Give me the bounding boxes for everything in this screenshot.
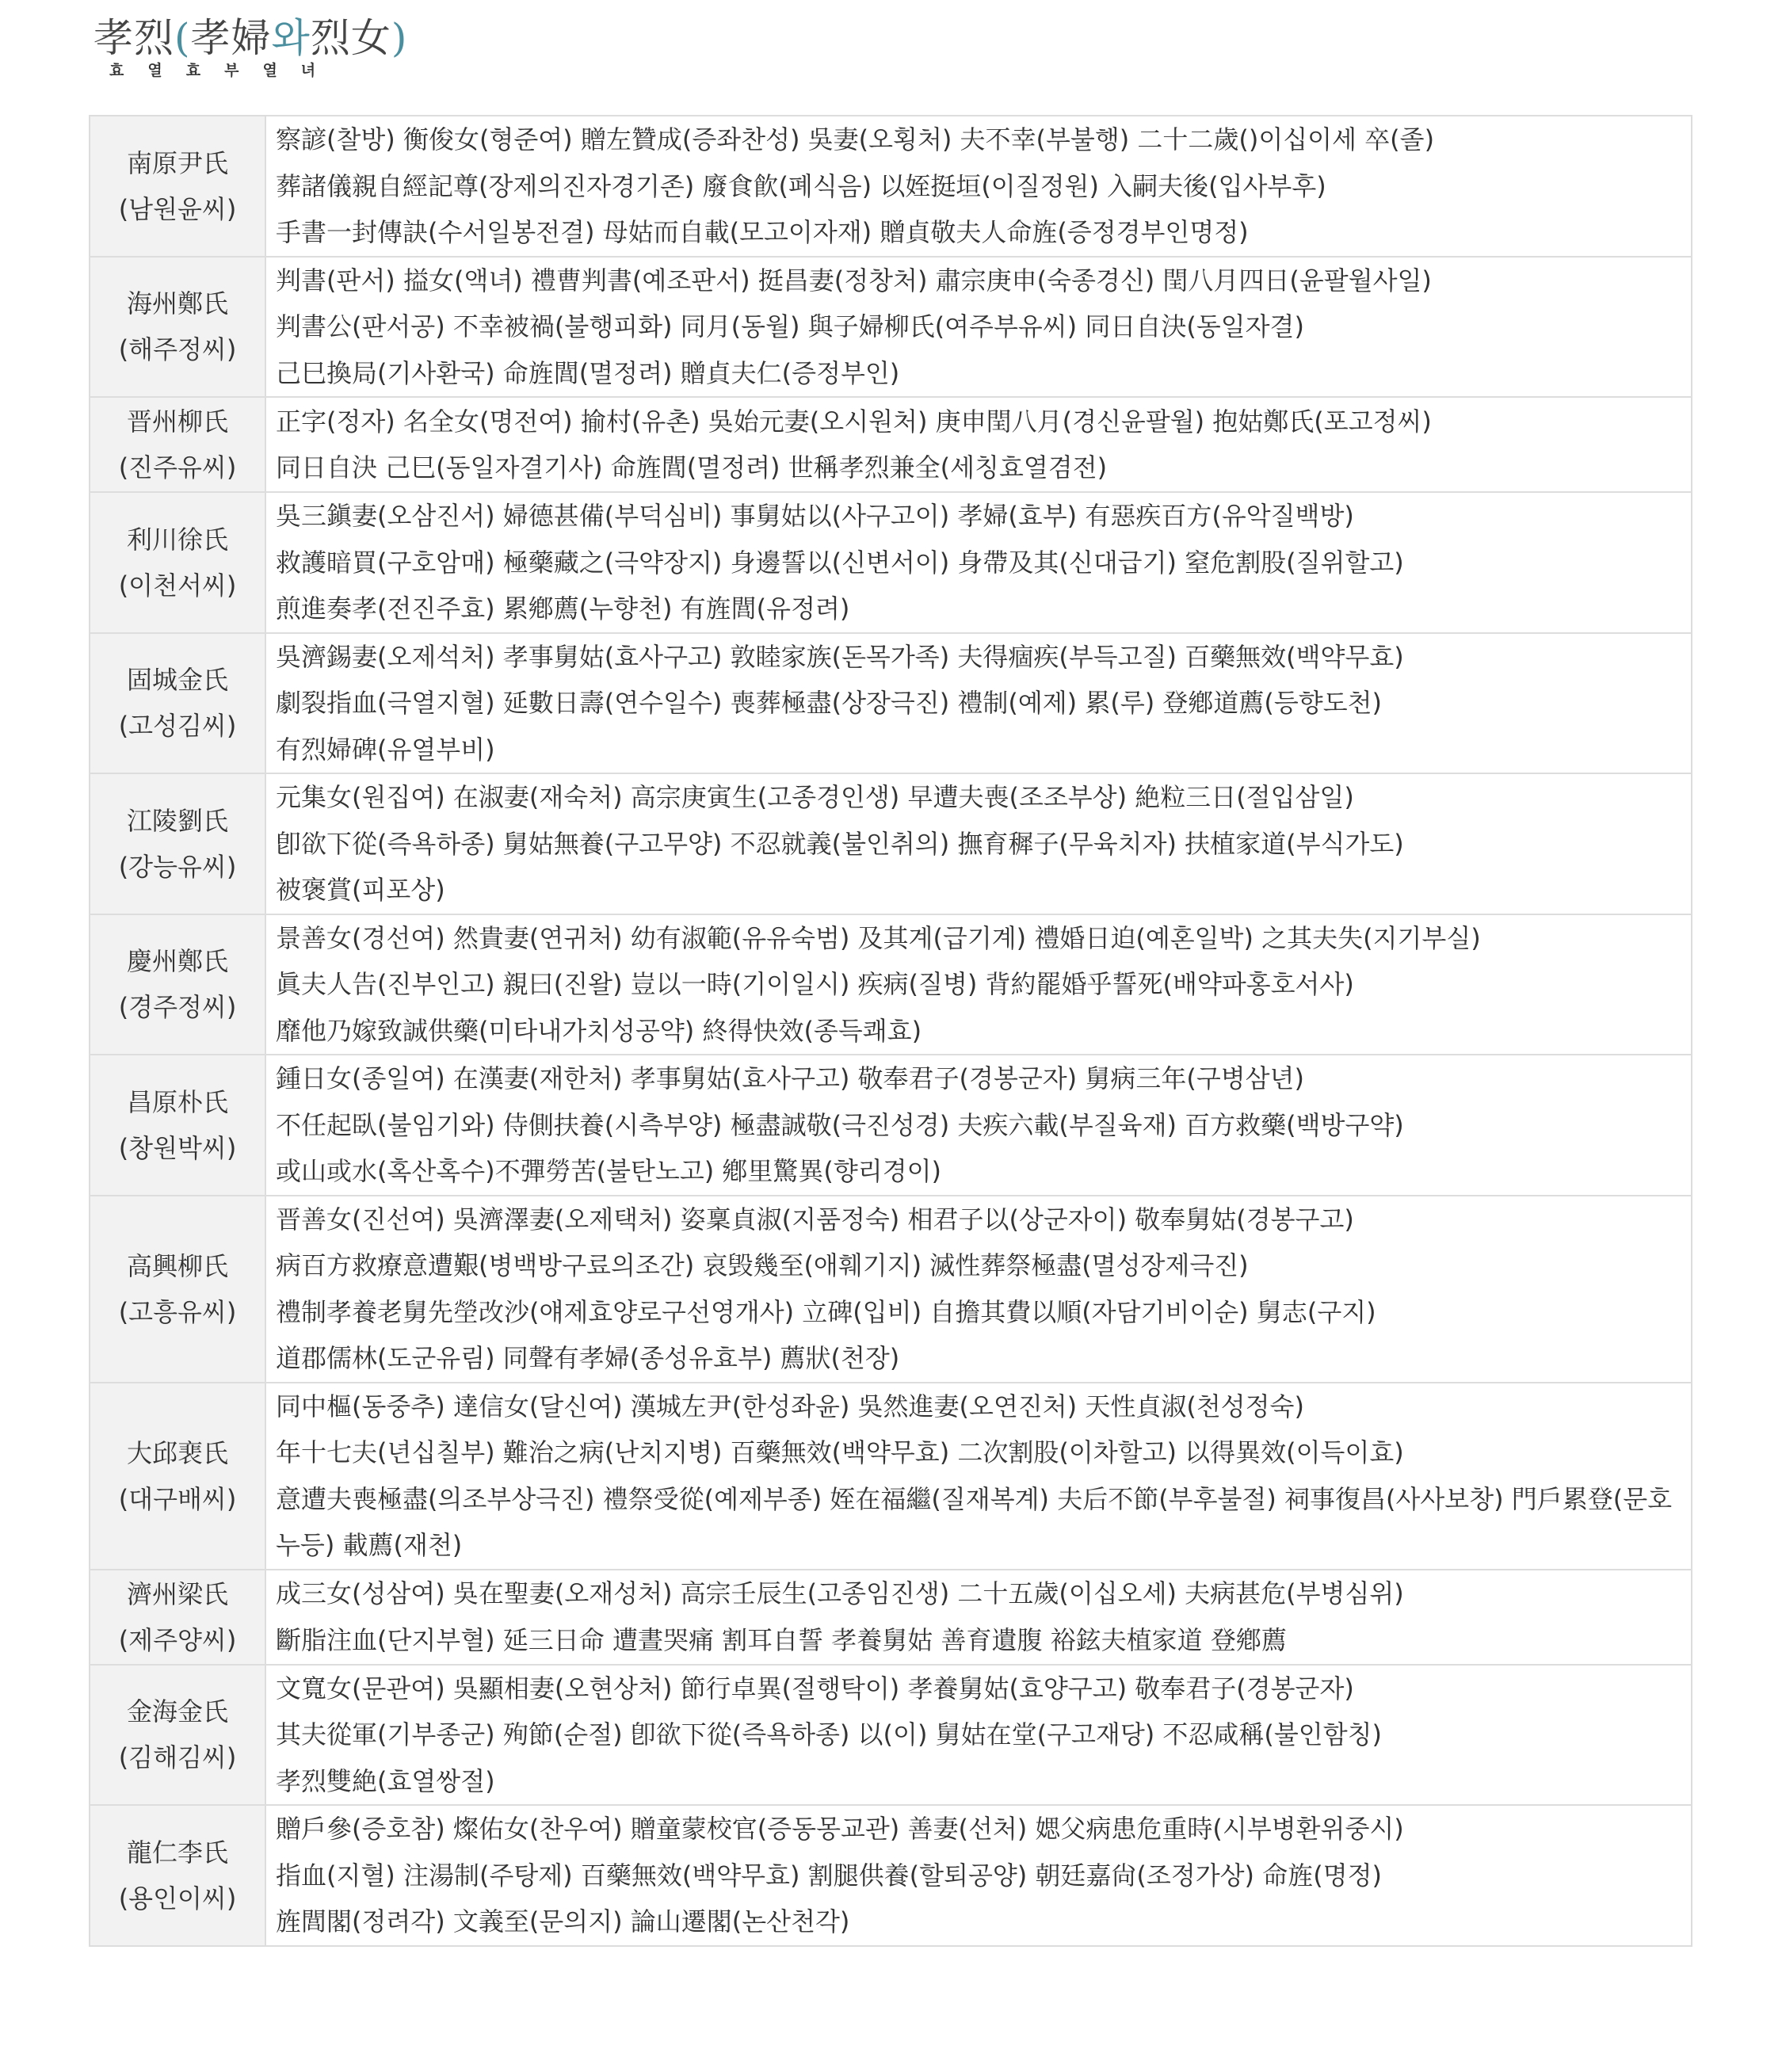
clan-name-hanja: 金海金氏 <box>126 1696 228 1727</box>
table-row <box>90 1055 1692 1196</box>
clan-name-hanja: 龍仁李氏 <box>126 1837 228 1868</box>
clan-name-cell <box>90 1055 265 1196</box>
clan-name-hangul: (용인이씨) <box>118 1883 237 1914</box>
table-row <box>90 773 1692 914</box>
clan-name-hanja: 江陵劉氏 <box>126 805 228 836</box>
clan-name-hangul: (해주정씨) <box>118 334 237 365</box>
title-reading: 녀 <box>300 62 316 79</box>
record-line: 靡他乃嫁致誠供藥(미타내가치성공약) 終得快效(종득쾌효) <box>276 1015 922 1046</box>
clan-name-cell <box>90 397 265 492</box>
record-line: 意遭夫喪極盡(의조부상극진) 禮祭受從(예제부종) 姪在福繼(질재복계) 夫后不節(부후불절) 祠事復昌(사사보창) 門戶累登(문호누등) 載薦(재천) <box>276 1483 1673 1560</box>
title-paren-open: ( <box>174 15 191 61</box>
title-reading: 부 <box>224 62 239 79</box>
table-row <box>90 1665 1692 1806</box>
record-line: 斷脂注血(단지부혈) 延三日命 遭晝哭痛 割耳自誓 孝養舅姑 善育遺腹 裕鉉夫植家道 登鄕薦 <box>276 1624 1287 1655</box>
clan-name-hangul: (대구배씨) <box>118 1483 237 1514</box>
record-line: 贈戶參(증호참) 燦佑女(찬우여) 贈童蒙校官(증동몽교관) 善妻(선처) 媤父病患危重時(시부병환위중시) <box>276 1814 1404 1844</box>
record-line: 手書一封傳訣(수서일봉전결) 母姑而自載(모고이자재) 贈貞敬夫人命旌(증정경부인명정) <box>276 217 1249 247</box>
record-line: 己巳換局(기사환국) 命旌閭(멸정려) 贈貞夫仁(증정부인) <box>276 357 900 388</box>
record-line: 旌閭閣(정려각) 文義至(문의지) 論山遷閣(논산천각) <box>276 1906 850 1937</box>
records-table-body <box>90 116 1692 1946</box>
record-line: 察諺(찰방) 衡俊女(형준여) 贈左贊成(증좌찬성) 吳妻(오횡처) 夫不幸(부불행) 二十二歲()이십이세 卒(졸) <box>276 124 1435 155</box>
record-line: 判書公(판서공) 不幸被禍(불행피화) 同月(동월) 與子婦柳氏(여주부유씨) 同日自決(동일자결) <box>276 311 1304 342</box>
record-content-cell <box>265 1055 1692 1196</box>
clan-name-hangul: (경주정씨) <box>118 992 237 1023</box>
record-line: 景善女(경선여) 然貴妻(연귀처) 幼有淑範(유유숙범) 及其계(급기계) 禮婚日迫(예혼일박) 之其夫失(지기부실) <box>276 922 1481 953</box>
clan-name-hanja: 高興柳氏 <box>126 1250 228 1281</box>
clan-name-hanja: 慶州鄭氏 <box>126 946 228 977</box>
clan-name-cell <box>90 633 265 774</box>
record-line: 元集女(원집여) 在淑妻(재숙처) 高宗庚寅生(고종경인생) 早遭夫喪(조조부상) 絶粒三日(절입삼일) <box>276 782 1354 812</box>
table-row <box>90 914 1692 1055</box>
record-line: 成三女(성삼여) 吳在聖妻(오재성처) 高宗壬辰生(고종임진생) 二十五歲(이십오세) 夫病甚危(부병심위) <box>276 1578 1404 1608</box>
clan-name-hangul: (김해김씨) <box>118 1742 237 1773</box>
clan-name-cell <box>90 116 265 257</box>
record-line: 判書(판서) 搤女(액녀) 禮曹判書(예조판서) 挺昌妻(정창처) 肅宗庚申(숙종경신) 閏八月四日(윤팔월사일) <box>276 265 1432 296</box>
clan-name-hanja: 晋州柳氏 <box>126 406 228 437</box>
record-line: 不任起臥(불임기와) 侍側扶養(시측부양) 極盡誠敬(극진성경) 夫疾六載(부질육재) 百方救藥(백방구약) <box>276 1109 1404 1140</box>
record-line: 救護暗買(구호암매) 極藥藏之(극약장지) 身邊誓以(신변서이) 身帶及其(신대급기) 窒危割股(질위할고) <box>276 547 1404 578</box>
title-reading: 효 <box>185 62 201 79</box>
record-line: 同中樞(동중추) 達信女(달신여) 漢城左尹(한성좌윤) 吳然進妻(오연진처) 天性貞淑(천성정숙) <box>276 1391 1304 1421</box>
clan-name-hangul: (고흥유씨) <box>118 1296 237 1327</box>
clan-name-hanja: 海州鄭氏 <box>126 288 228 319</box>
title-main-prefix: 孝烈 <box>93 15 174 61</box>
record-content-cell <box>265 1383 1692 1570</box>
record-content-cell <box>265 1665 1692 1806</box>
record-content-cell <box>265 773 1692 914</box>
clan-name-cell <box>90 914 265 1055</box>
clan-name-cell <box>90 1383 265 1570</box>
clan-name-hangul: (고성김씨) <box>118 711 237 742</box>
title-reading: 열 <box>262 62 277 79</box>
record-content-cell <box>265 257 1692 398</box>
table-row <box>90 492 1692 633</box>
clan-name-hanja: 南原尹氏 <box>126 147 228 178</box>
clan-name-hangul: (창원박씨) <box>118 1132 237 1163</box>
table-row <box>90 116 1692 257</box>
record-content-cell <box>265 397 1692 492</box>
clan-name-cell <box>90 1196 265 1383</box>
record-content-cell <box>265 1570 1692 1665</box>
clan-name-hangul: (남원윤씨) <box>118 193 237 224</box>
record-line: 劇裂指血(극열지혈) 延數日壽(연수일수) 喪葬極盡(상장극진) 禮制(예제) 累(루) 登鄕道薦(등향도천) <box>276 688 1383 718</box>
record-content-cell <box>265 116 1692 257</box>
record-line: 葬諸儀親自經記尊(장제의진자경기존) 廢食飮(폐식음) 以姪挺垣(이질정원) 入嗣夫後(입사부후) <box>276 170 1326 201</box>
clan-name-hanja: 昌原朴氏 <box>126 1086 228 1117</box>
title-reading: 효 <box>109 62 124 79</box>
clan-name-hanja: 利川徐氏 <box>126 524 228 555</box>
record-line: 眞夫人告(진부인고) 親曰(진왈) 豈以一時(기이일시) 疾病(질병) 背約罷婚乎誓死(배약파홍호서사) <box>276 969 1354 999</box>
clan-name-cell <box>90 257 265 398</box>
record-line: 吳濟錫妻(오제석처) 孝事舅姑(효사구고) 敦睦家族(돈목가족) 夫得痼疾(부득고질) 百藥無效(백약무효) <box>276 641 1404 672</box>
record-line: 年十七夫(년십칠부) 難治之病(난치지병) 百藥無效(백약무효) 二次割股(이차할고) 以得異效(이득이효) <box>276 1437 1404 1467</box>
record-line: 禮制孝養老舅先塋改沙(얘제효양로구선영개사) 立碑(입비) 自擔其費以順(자담기비이순) 舅志(구지) <box>276 1296 1376 1327</box>
clan-name-hanja: 濟州梁氏 <box>126 1578 228 1609</box>
record-content-cell <box>265 1805 1692 1946</box>
page-heading <box>93 14 407 86</box>
record-line: 其夫從軍(기부종군) 殉節(순절) 卽欲下從(즉욕하종) 以(이) 舅姑在堂(구고재당) 不忍咸稱(불인함칭) <box>276 1719 1383 1750</box>
clan-name-cell <box>90 773 265 914</box>
clan-name-hangul: (강능유씨) <box>118 851 237 882</box>
clan-name-cell <box>90 1805 265 1946</box>
record-line: 被褒賞(피포상) <box>276 875 445 905</box>
record-line: 道郡儒林(도군유림) 同聲有孝婦(종성유효부) 薦狀(천장) <box>276 1343 900 1373</box>
clan-name-cell <box>90 1665 265 1806</box>
title-accent: 와 <box>271 15 311 61</box>
record-content-cell <box>265 492 1692 633</box>
record-line: 煎進奏孝(전진주효) 累鄕薦(누향천) 有旌閭(유정려) <box>276 593 850 624</box>
clan-name-hangul: (이천서씨) <box>118 570 237 601</box>
title-main-inner: 孝婦 <box>190 15 272 61</box>
table-row <box>90 257 1692 398</box>
record-line: 同日自決 己巳(동일자결기사) 命旌閭(멸정려) 世稱孝烈兼全(세칭효열겸전) <box>276 452 1108 483</box>
record-line: 指血(지혈) 注湯制(주탕제) 百藥無效(백약무효) 割腿供養(할퇴공양) 朝廷嘉尙(조정가상) 命旌(명정) <box>276 1860 1383 1891</box>
clan-name-cell <box>90 1570 265 1665</box>
record-line: 晋善女(진선여) 吳濟澤妻(오제택처) 姿稟貞淑(지품정숙) 相君子以(상군자이) 敬奉舅姑(경봉구고) <box>276 1204 1354 1234</box>
table-row <box>90 1570 1692 1665</box>
clan-name-hangul: (제주양씨) <box>118 1624 237 1655</box>
table-row <box>90 1805 1692 1946</box>
record-line: 鍾日女(종일여) 在漢妻(재한처) 孝事舅姑(효사구고) 敬奉君子(경봉군자) 舅病三年(구병삼년) <box>276 1063 1304 1093</box>
table-row <box>90 1196 1692 1383</box>
record-line: 吳三鎭妻(오삼진서) 婦德甚備(부덕심비) 事舅姑以(사구고이) 孝婦(효부) 有惡疾百方(유악질백방) <box>276 501 1354 531</box>
record-line: 卽欲下從(즉욕하종) 舅姑無養(구고무양) 不忍就義(불인취의) 撫育穉子(무육치자) 扶植家道(부식가도) <box>276 828 1404 859</box>
title-readings <box>93 62 407 79</box>
record-line: 文寬女(문관여) 吳顯相妻(오현상처) 節行卓異(절행탁이) 孝養舅姑(효양구고) 敬奉君子(경봉군자) <box>276 1673 1354 1704</box>
record-line: 正字(정자) 名全女(명전여) 揄村(유촌) 吳始元妻(오시원처) 庚申閏八月(경신윤팔월) 抱姑鄭氏(포고정씨) <box>276 406 1432 437</box>
clan-name-hanja: 大邱裵氏 <box>126 1437 228 1468</box>
title-main-inner2: 烈女 <box>310 15 391 61</box>
record-line: 病百方救療意遭艱(병백방구료의조간) 哀毁幾至(애훼기지) 滅性葬祭極盡(멸성장제극진) <box>276 1250 1249 1280</box>
table-row <box>90 397 1692 492</box>
record-line: 或山或水(혹산혹수)不彈勞苦(불탄노고) 鄕里驚異(향리경이) <box>276 1156 942 1186</box>
title-paren-close: ) <box>391 15 408 61</box>
record-line: 孝烈雙絶(효열쌍절) <box>276 1765 495 1796</box>
clan-name-cell <box>90 492 265 633</box>
record-line: 有烈婦碑(유열부비) <box>276 734 495 765</box>
clan-name-hanja: 固城金氏 <box>126 665 228 696</box>
record-content-cell <box>265 914 1692 1055</box>
record-content-cell <box>265 1196 1692 1383</box>
title-reading: 열 <box>147 62 162 79</box>
records-table <box>89 115 1692 1947</box>
record-content-cell <box>265 633 1692 774</box>
page-title <box>93 14 407 62</box>
clan-name-hangul: (진주유씨) <box>118 452 237 483</box>
table-row <box>90 1383 1692 1570</box>
table-row <box>90 633 1692 774</box>
